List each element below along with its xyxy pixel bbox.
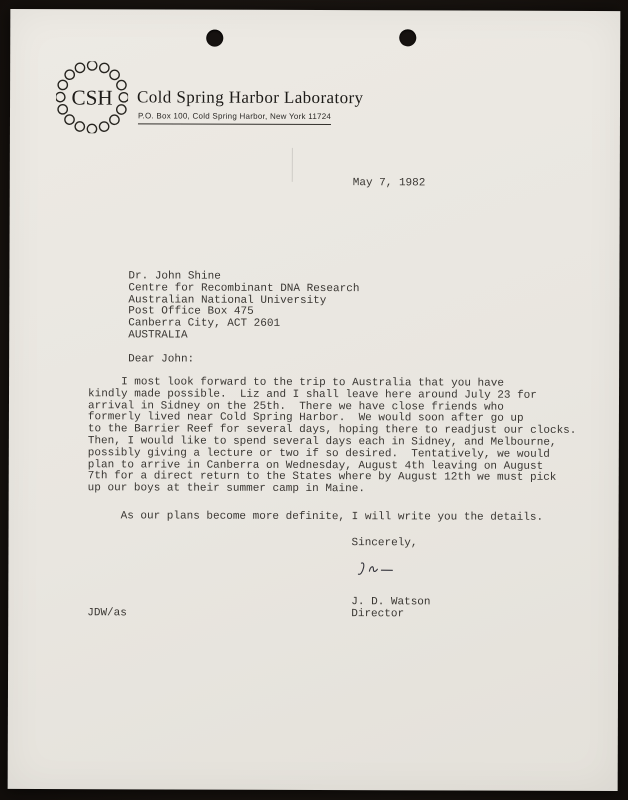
sender-name: J. D. Watson: [351, 596, 431, 609]
salutation: Dear John:: [128, 353, 195, 366]
body-paragraph-2: As our plans become more definite, I will write you the details.: [87, 510, 544, 524]
csh-logo: [56, 61, 128, 133]
sender-title: Director: [351, 608, 405, 621]
typist-reference: JDW/as: [87, 607, 127, 620]
recipient-line: Australian National University: [128, 293, 327, 307]
org-address: P.O. Box 100, Cold Spring Harbor, New York 11724: [138, 111, 331, 125]
org-name: Cold Spring Harbor Laboratory: [137, 87, 364, 108]
recipient-line: AUSTRALIA: [128, 329, 188, 342]
csh-logo-ring: [56, 61, 128, 133]
recipient-line: Dr. John Shine: [128, 270, 221, 283]
letter-page: [8, 9, 621, 791]
letter-date: May 7, 1982: [352, 177, 426, 190]
punch-hole-left: [206, 30, 223, 47]
closing: Sincerely,: [351, 537, 418, 550]
recipient-line: Post Office Box 475: [128, 305, 254, 319]
recipient-address: [128, 271, 359, 343]
punch-hole-right: [399, 29, 416, 46]
fold-mark: [292, 148, 293, 182]
csh-logo-text: CSH: [71, 85, 113, 110]
recipient-line: Canberra City, ACT 2601: [128, 317, 281, 331]
body-paragraph-1: I most look forward to the trip to Australia that you have kindly made possible. Liz and I shall leave here around July 23 for arrival in Sidney on the 25th. There we have close friends who formerly lived near Cold Spring Harbor. We would soon after go up to the Barrier Reef for several days, hoping there to readjust our clocks. Then, I would like to spend several days each in Sidney, and Melbourne, possibly giving a lecture or two if so desired. Tentatively, we would plan to arrive in Canberra on Wednesday, August 4th leaving on August 7th for a direct return to the States where by August 12th we must pick up our boys at their summer camp in Maine.: [87, 376, 577, 496]
recipient-line: Centre for Recombinant DNA Research: [128, 282, 360, 295]
handwritten-signature: [351, 560, 411, 587]
